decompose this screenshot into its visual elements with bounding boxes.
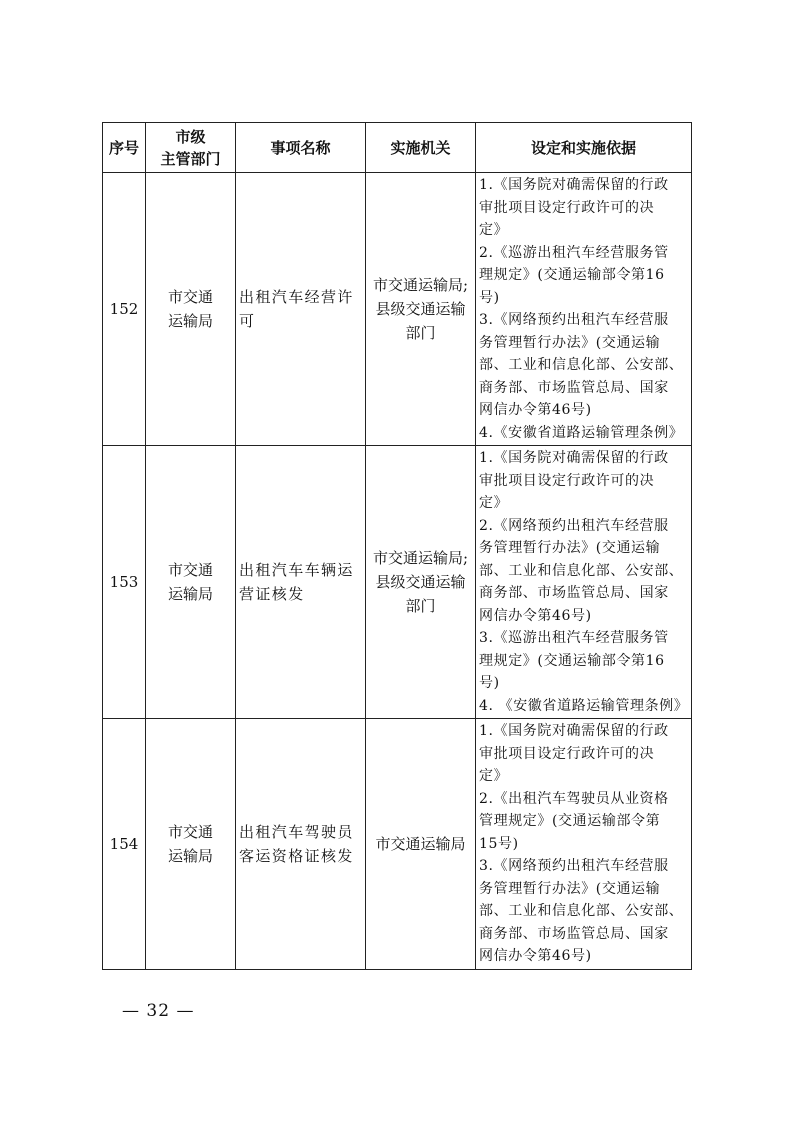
basis-line: 3.《巡游出租汽车经营服务管 xyxy=(479,630,669,646)
cell-department xyxy=(146,719,236,970)
basis-line: 管理规定》(交通运输部令第 xyxy=(479,813,661,829)
basis-line: 部、工业和信息化部、公安部、 xyxy=(479,903,684,919)
basis-line: 网信办令第46号) xyxy=(479,948,592,964)
item-name-line: 客运资格证核发 xyxy=(239,846,354,865)
cell-department xyxy=(146,173,236,446)
basis-line: 商务部、市场监管总局、国家 xyxy=(479,585,669,601)
basis-line: 4. 《安徽省道路运输管理条例》 xyxy=(479,697,689,714)
item-name-line: 出租汽车经营许 xyxy=(239,288,354,306)
cell-implementing-agency xyxy=(366,173,476,446)
table-row xyxy=(103,446,692,719)
basis-line: 1.《国务院对确需保留的行政 xyxy=(479,450,669,466)
header-dept-line1: 市级 xyxy=(175,127,206,146)
cell-legal-basis xyxy=(476,173,692,446)
agency-line: 市交通运输局; xyxy=(372,276,469,294)
basis-line: 定》 xyxy=(479,495,509,511)
agency-line: 部门 xyxy=(405,324,436,342)
cell-department xyxy=(146,446,236,719)
item-name-line: 出租汽车驾驶员 xyxy=(239,822,354,841)
header-dept-line2: 主管部门 xyxy=(160,149,221,168)
department-line: 运输局 xyxy=(167,585,213,603)
basis-line: 3.《网络预约出租汽车经营服 xyxy=(479,858,669,874)
cell-serial-number: 154 xyxy=(103,719,146,970)
basis-line: 定》 xyxy=(479,222,509,238)
agency-line: 县级交通运输 xyxy=(375,300,466,318)
basis-line: 2.《网络预约出租汽车经营服 xyxy=(479,517,669,534)
basis-line: 审批项目设定行政许可的决 xyxy=(479,472,655,489)
basis-line: 15号) xyxy=(479,835,519,852)
department-line: 市交通 xyxy=(167,822,213,841)
table-row xyxy=(103,719,692,970)
header-no: 序号 xyxy=(103,123,146,173)
basis-line: 网信办令第46号) xyxy=(479,402,592,418)
header-org: 实施机关 xyxy=(366,123,476,173)
basis-line: 2.《出租汽车驾驶员从业资格 xyxy=(479,790,669,807)
basis-line: 务管理暂行办法》(交通运输 xyxy=(479,540,661,556)
agency-line: 部门 xyxy=(405,597,436,615)
table-row xyxy=(103,173,692,446)
basis-line: 审批项目设定行政许可的决 xyxy=(479,199,655,216)
table-body xyxy=(103,173,692,970)
cell-serial-number: 152 xyxy=(103,173,146,446)
basis-line: 商务部、市场监管总局、国家 xyxy=(479,925,669,942)
basis-line: 号) xyxy=(479,675,500,691)
basis-line: 4.《安徽省道路运输管理条例》 xyxy=(479,424,684,441)
basis-line: 1.《国务院对确需保留的行政 xyxy=(479,723,669,739)
basis-line: 网信办令第46号) xyxy=(479,607,592,624)
cell-implementing-agency xyxy=(366,446,476,719)
cell-implementing-agency xyxy=(366,719,476,970)
basis-line: 审批项目设定行政许可的决 xyxy=(479,745,655,762)
header-basis: 设定和实施依据 xyxy=(476,123,692,173)
department-line: 市交通 xyxy=(167,288,213,306)
cell-item-name xyxy=(236,719,366,970)
cell-item-name xyxy=(236,446,366,719)
basis-line: 2.《巡游出租汽车经营服务管 xyxy=(479,244,669,261)
basis-line: 3.《网络预约出租汽车经营服 xyxy=(479,312,669,328)
agency-line: 市交通运输局 xyxy=(375,834,466,853)
header-dept xyxy=(146,123,236,173)
basis-line: 务管理暂行办法》(交通运输 xyxy=(479,334,661,351)
table-header-row xyxy=(103,123,692,173)
agency-line: 县级交通运输 xyxy=(375,573,466,591)
agency-line: 市交通运输局; xyxy=(372,549,469,567)
department-line: 运输局 xyxy=(167,846,213,865)
basis-line: 部、工业和信息化部、公安部、 xyxy=(479,562,684,579)
basis-line: 理规定》(交通运输部令第16 xyxy=(479,267,665,283)
item-name-line: 可 xyxy=(239,312,256,330)
page-number: — 32 — xyxy=(122,1001,195,1021)
cell-serial-number: 153 xyxy=(103,446,146,719)
basis-line: 理规定》(交通运输部令第16 xyxy=(479,652,665,669)
header-name: 事项名称 xyxy=(236,123,366,173)
basis-line: 部、工业和信息化部、公安部、 xyxy=(479,357,684,373)
cell-legal-basis xyxy=(476,446,692,719)
item-name-line: 营证核发 xyxy=(239,585,305,603)
basis-line: 务管理暂行办法》(交通运输 xyxy=(479,880,661,897)
basis-line: 号) xyxy=(479,289,500,306)
cell-item-name xyxy=(236,173,366,446)
basis-line: 定》 xyxy=(479,768,509,784)
items-table xyxy=(102,122,692,970)
cell-legal-basis xyxy=(476,719,692,970)
basis-line: 商务部、市场监管总局、国家 xyxy=(479,379,669,396)
department-line: 运输局 xyxy=(167,312,213,330)
basis-line: 1.《国务院对确需保留的行政 xyxy=(479,177,669,193)
item-name-line: 出租汽车车辆运 xyxy=(239,561,354,579)
department-line: 市交通 xyxy=(167,561,213,579)
